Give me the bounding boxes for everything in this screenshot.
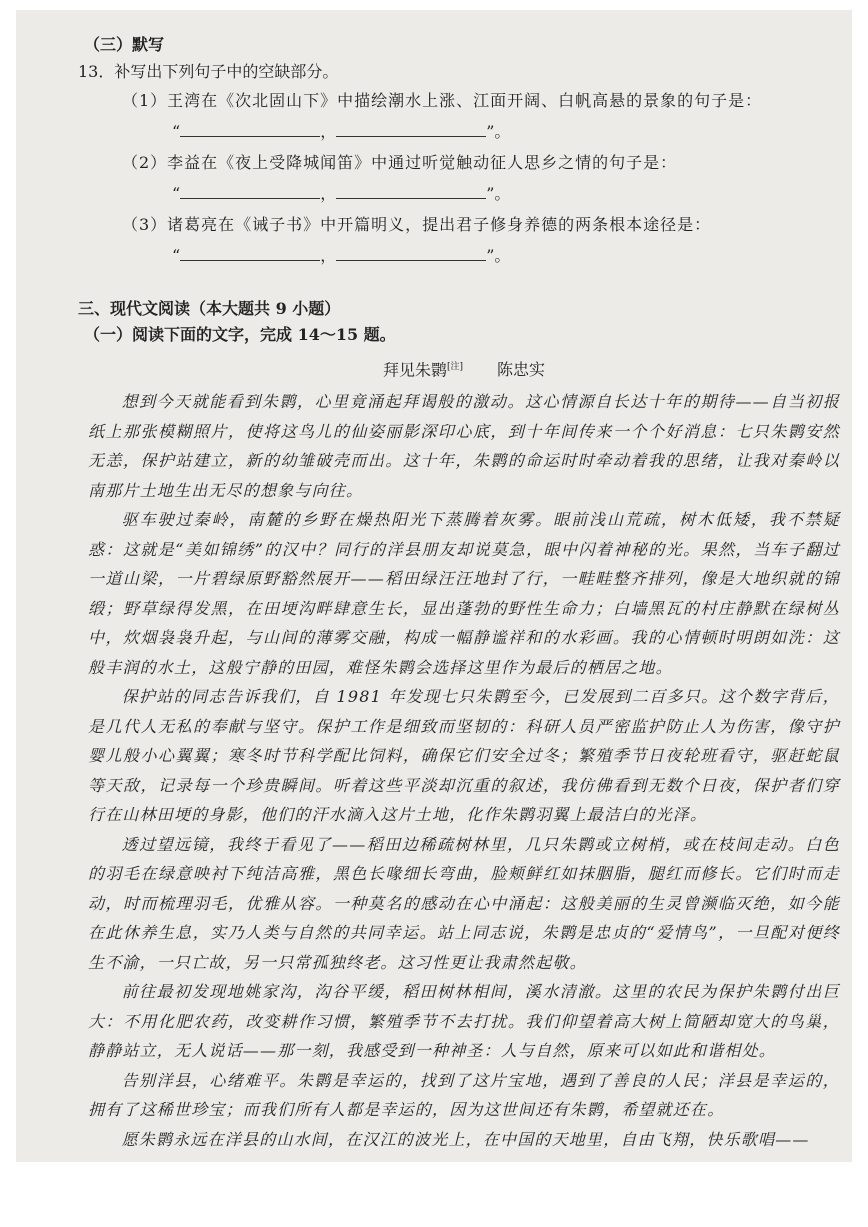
- answer-blank[interactable]: [336, 118, 486, 137]
- q13-item-3-answer: “ ， ”。: [88, 240, 840, 272]
- article-paragraph: 愿朱鹮永远在洋县的山水间，在汉江的波光上，在中国的天地里，自由飞翔，快乐歌唱——: [121, 1129, 810, 1149]
- question-13-stem: 13．补写出下列句子中的空缺部分。: [78, 62, 339, 81]
- page-content: [78, 32, 840, 1154]
- article-title: 拜见朱鹮: [382, 360, 447, 380]
- article-paragraph: 前往最初发现地姚家沟，沟谷平缓，稻田树林相间，溪水清澈。这里的农民为保护朱鹮付出巨大：不用化肥农药，改变耕作习惯，繁殖季节不去打扰。我们仰望着高大树上简陋却宽大的鸟巢，静静站立，无人说话——那一刻，我感受到一种神圣：人与自然，原来可以如此和谐相处。: [88, 982, 840, 1061]
- q13-item-3-prompt: （3）诸葛亮在《诫子书》中开篇明义，提出君子修身养德的两条根本途径是：: [122, 215, 712, 234]
- footnote-marker: [注]: [446, 362, 464, 372]
- q13-item-2-prompt: （2）李益在《夜上受降城闻笛》中通过听觉触动征人思乡之情的句子是：: [122, 153, 678, 172]
- part-heading-modern-reading: 三、现代文阅读（本大题共 9 小题）: [78, 299, 341, 318]
- article-author: 陈忠实: [497, 360, 546, 380]
- exam-page: [16, 10, 852, 1162]
- section-heading-dictation: （三）默写: [84, 35, 165, 54]
- answer-blank[interactable]: [180, 180, 320, 199]
- article-paragraph: 告别洋县，心绪难平。朱鹮是幸运的，找到了这片宝地，遇到了善良的人民；洋县是幸运的，拥有了这稀世珍宝；而我们所有人都是幸运的，因为这世间还有朱鹮，希望就还在。: [88, 1070, 840, 1120]
- answer-blank[interactable]: [336, 242, 486, 261]
- answer-blank[interactable]: [180, 242, 320, 261]
- q13-item-1-prompt: （1）王湾在《次北固山下》中描绘潮水上涨、江面开阔、白帆高悬的景象的句子是：: [122, 91, 763, 110]
- article-paragraph: 透过望远镜，我终于看见了——稻田边稀疏树林里，几只朱鹮或立树梢，或在枝间走动。白色的羽毛在绿意映衬下纯洁高雅，黑色长喙细长弯曲，脸颊鲜红如抹胭脂，腿红而修长。它们时而走动，时而梳理羽毛，优雅从容。一种莫名的感动在心中涌起：这般美丽的生灵曾濒临灭绝，如今能在此休养生息，实乃人类与自然的共同幸运。站上同志说，朱鹮是忠贞的“爱情鸟”，一旦配对便终生不渝，一只亡故，另一只常孤独终老。这习性更让我肃然起敬。: [88, 834, 840, 972]
- q13-item-2-answer: “ ， ”。: [88, 178, 840, 210]
- answer-blank[interactable]: [180, 118, 320, 137]
- article-title-line: [88, 352, 840, 385]
- article-paragraph: 驱车驶过秦岭，南麓的乡野在燥热阳光下蒸腾着灰雾。眼前浅山荒疏，树木低矮，我不禁疑惑：这就是“美如锦绣”的汉中？同行的洋县朋友却说莫急，眼中闪着神秘的光。果然，当车子翻过一道山梁，一片碧绿原野豁然展开——稻田绿汪汪地封了行，一畦畦整齐排列，像是大地织就的锦缎；野草绿得发黑，在田埂沟畔肆意生长，显出蓬勃的野性生命力；白墙黑瓦的村庄静默在绿树丛中，炊烟袅袅升起，与山间的薄雾交融，构成一幅静谧祥和的水彩画。我的心情顿时明朗如洗：这般丰润的水土，这般宁静的田园，难怪朱鹮会选择这里作为最后的栖居之地。: [88, 510, 840, 677]
- article-paragraph: 保护站的同志告诉我们，自 1981 年发现七只朱鹮至今，已发展到二百多只。这个数字背后，是几代人无私的奉献与坚守。保护工作是细致而坚韧的：科研人员严密监护防止人为伤害，像守护婴儿般小心翼翼；寒冬时节科学配比饲料，确保它们安全过冬；繁殖季节日夜轮班看守，驱赶蛇鼠等天敌，记录每一个珍贵瞬间。听着这些平淡却沉重的叙述，我仿佛看到无数个日夜，保护者们穿行在山林田埂的身影，他们的汗水滴入这片土地，化作朱鹮羽翼上最洁白的光泽。: [88, 687, 840, 825]
- reading-instructions: （一）阅读下面的文字，完成 14～15 题。: [84, 325, 396, 344]
- q13-item-1-answer: “ ， ”。: [88, 116, 840, 148]
- article-paragraph: 想到今天就能看到朱鹮，心里竟涌起拜谒般的激动。这心情源自长达十年的期待——自当初报纸上那张模糊照片，使将这鸟儿的仙姿丽影深印心底，到十年间传来一个个好消息：七只朱鹮安然无恙，保护站建立，新的幼雏破壳而出。这十年，朱鹮的命运时时牵动着我的思绪，让我对秦岭以南那片土地生出无尽的想象与向往。: [88, 392, 840, 500]
- answer-blank[interactable]: [336, 180, 486, 199]
